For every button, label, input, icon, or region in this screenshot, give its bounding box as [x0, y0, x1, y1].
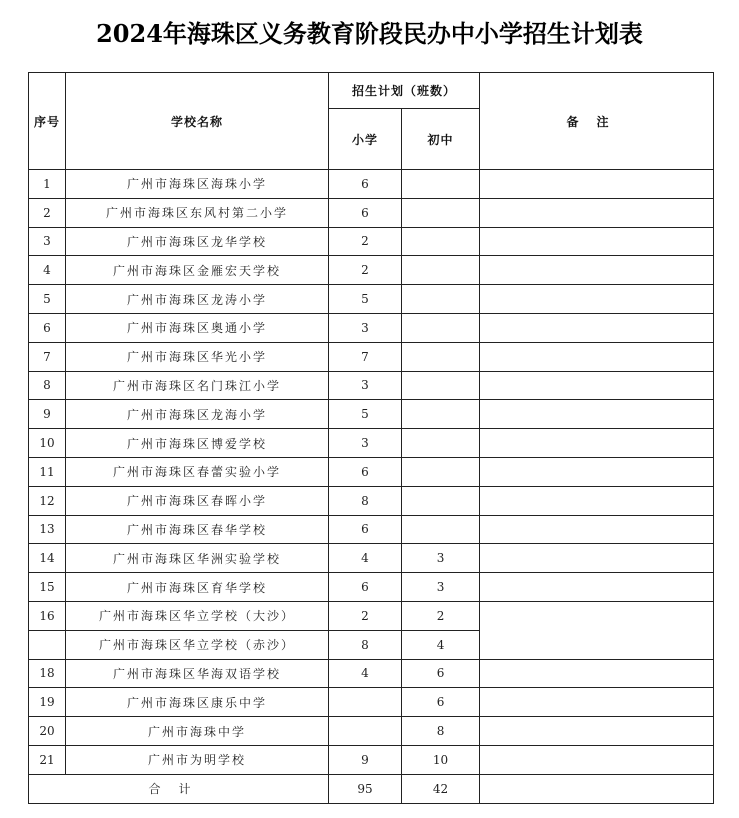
cell-serial-number: 16 [29, 601, 66, 630]
cell-junior-classes [402, 400, 480, 429]
cell-remark [480, 515, 714, 544]
cell-primary-classes: 6 [329, 457, 402, 486]
total-primary: 95 [329, 774, 402, 803]
cell-remark [480, 429, 714, 458]
cell-junior-classes [402, 198, 480, 227]
table-body [29, 170, 714, 804]
table-row [29, 371, 714, 400]
cell-serial-number: 12 [29, 486, 66, 515]
cell-remark [480, 601, 714, 659]
cell-remark [480, 659, 714, 688]
table-row [29, 227, 714, 256]
table-row [29, 313, 714, 342]
header-enrollment-plan: 招生计划（班数） [329, 73, 480, 109]
cell-primary-classes [329, 688, 402, 717]
cell-school-name: 广州市海珠区华立学校（赤沙） [66, 630, 329, 659]
table-row [29, 170, 714, 199]
cell-serial-number: 11 [29, 457, 66, 486]
cell-serial-number: 21 [29, 745, 66, 774]
cell-serial-number: 10 [29, 429, 66, 458]
total-row [29, 774, 714, 803]
cell-junior-classes: 3 [402, 573, 480, 602]
cell-remark [480, 285, 714, 314]
cell-remark [480, 745, 714, 774]
cell-serial-number: 18 [29, 659, 66, 688]
cell-primary-classes: 3 [329, 371, 402, 400]
header-primary: 小学 [329, 109, 402, 170]
table-row [29, 717, 714, 746]
cell-school-name: 广州市海珠区东风村第二小学 [66, 198, 329, 227]
cell-junior-classes: 2 [402, 601, 480, 630]
header-junior: 初中 [402, 109, 480, 170]
cell-remark [480, 227, 714, 256]
cell-primary-classes: 8 [329, 486, 402, 515]
header-serial-number: 序号 [29, 73, 66, 170]
table-row [29, 285, 714, 314]
cell-junior-classes [402, 342, 480, 371]
cell-primary-classes: 5 [329, 285, 402, 314]
cell-junior-classes [402, 429, 480, 458]
cell-primary-classes: 2 [329, 227, 402, 256]
table-row [29, 400, 714, 429]
cell-junior-classes [402, 486, 480, 515]
cell-school-name: 广州市海珠区名门珠江小学 [66, 371, 329, 400]
cell-school-name: 广州市海珠区春华学校 [66, 515, 329, 544]
cell-remark [480, 371, 714, 400]
cell-school-name: 广州市海珠区华海双语学校 [66, 659, 329, 688]
enrollment-plan-table [28, 72, 714, 804]
page-title: 2024年海珠区义务教育阶段民办中小学招生计划表 [96, 19, 643, 48]
cell-primary-classes [329, 717, 402, 746]
cell-primary-classes: 9 [329, 745, 402, 774]
cell-primary-classes: 6 [329, 198, 402, 227]
cell-serial-number: 13 [29, 515, 66, 544]
cell-remark [480, 400, 714, 429]
cell-primary-classes: 2 [329, 601, 402, 630]
table-row [29, 688, 714, 717]
cell-school-name: 广州市海珠区康乐中学 [66, 688, 329, 717]
cell-primary-classes: 6 [329, 515, 402, 544]
cell-remark [480, 717, 714, 746]
cell-school-name: 广州市为明学校 [66, 745, 329, 774]
table-row [29, 457, 714, 486]
cell-serial-number: 19 [29, 688, 66, 717]
cell-serial-number: 15 [29, 573, 66, 602]
cell-school-name: 广州市海珠区育华学校 [66, 573, 329, 602]
header-school-name: 学校名称 [66, 73, 329, 170]
table-row [29, 544, 714, 573]
cell-serial-number: 14 [29, 544, 66, 573]
cell-serial-number: 20 [29, 717, 66, 746]
table-row [29, 429, 714, 458]
cell-serial-number: 4 [29, 256, 66, 285]
cell-school-name: 广州市海珠区海珠小学 [66, 170, 329, 199]
cell-junior-classes [402, 285, 480, 314]
cell-remark [480, 573, 714, 602]
table-row [29, 256, 714, 285]
cell-junior-classes: 6 [402, 659, 480, 688]
cell-junior-classes: 8 [402, 717, 480, 746]
cell-school-name: 广州市海珠区华洲实验学校 [66, 544, 329, 573]
cell-junior-classes [402, 256, 480, 285]
cell-school-name: 广州市海珠区华立学校（大沙） [66, 601, 329, 630]
table-row [29, 745, 714, 774]
table-row [29, 198, 714, 227]
cell-primary-classes: 8 [329, 630, 402, 659]
cell-school-name: 广州市海珠中学 [66, 717, 329, 746]
cell-serial-number: 5 [29, 285, 66, 314]
cell-serial-number: 7 [29, 342, 66, 371]
cell-serial-number: 6 [29, 313, 66, 342]
cell-remark [480, 170, 714, 199]
cell-school-name: 广州市海珠区春晖小学 [66, 486, 329, 515]
table-row [29, 486, 714, 515]
cell-junior-classes [402, 313, 480, 342]
cell-primary-classes: 7 [329, 342, 402, 371]
table-row [29, 573, 714, 602]
cell-remark [480, 198, 714, 227]
cell-school-name: 广州市海珠区博爱学校 [66, 429, 329, 458]
cell-school-name: 广州市海珠区金雁宏天学校 [66, 256, 329, 285]
cell-serial-number: 2 [29, 198, 66, 227]
cell-junior-classes: 10 [402, 745, 480, 774]
cell-junior-classes [402, 515, 480, 544]
cell-primary-classes: 3 [329, 313, 402, 342]
cell-remark [480, 313, 714, 342]
cell-serial-number: 8 [29, 371, 66, 400]
cell-remark [480, 544, 714, 573]
cell-serial-number: 9 [29, 400, 66, 429]
table-row [29, 601, 714, 630]
cell-school-name: 广州市海珠区龙涛小学 [66, 285, 329, 314]
cell-remark [480, 342, 714, 371]
cell-remark [480, 457, 714, 486]
cell-remark [480, 688, 714, 717]
cell-serial-number: 1 [29, 170, 66, 199]
table-row [29, 342, 714, 371]
cell-school-name: 广州市海珠区龙海小学 [66, 400, 329, 429]
table-row [29, 515, 714, 544]
total-remark [480, 774, 714, 803]
cell-primary-classes: 2 [329, 256, 402, 285]
cell-junior-classes [402, 227, 480, 256]
cell-primary-classes: 6 [329, 573, 402, 602]
cell-primary-classes: 5 [329, 400, 402, 429]
cell-junior-classes: 6 [402, 688, 480, 717]
header-remark-label: 备注 [566, 114, 627, 129]
cell-serial-number [29, 630, 66, 659]
header-row [29, 73, 714, 109]
header-remark [480, 73, 714, 170]
cell-serial-number: 3 [29, 227, 66, 256]
cell-junior-classes: 4 [402, 630, 480, 659]
cell-primary-classes: 3 [329, 429, 402, 458]
cell-remark [480, 486, 714, 515]
total-junior: 42 [402, 774, 480, 803]
cell-school-name: 广州市海珠区华光小学 [66, 342, 329, 371]
cell-primary-classes: 4 [329, 544, 402, 573]
cell-junior-classes [402, 371, 480, 400]
table-row [29, 659, 714, 688]
cell-remark [480, 256, 714, 285]
cell-school-name: 广州市海珠区奥通小学 [66, 313, 329, 342]
cell-school-name: 广州市海珠区春蕾实验小学 [66, 457, 329, 486]
total-label: 合计 [29, 774, 329, 803]
cell-junior-classes [402, 170, 480, 199]
cell-school-name: 广州市海珠区龙华学校 [66, 227, 329, 256]
cell-primary-classes: 4 [329, 659, 402, 688]
cell-junior-classes: 3 [402, 544, 480, 573]
cell-junior-classes [402, 457, 480, 486]
cell-primary-classes: 6 [329, 170, 402, 199]
